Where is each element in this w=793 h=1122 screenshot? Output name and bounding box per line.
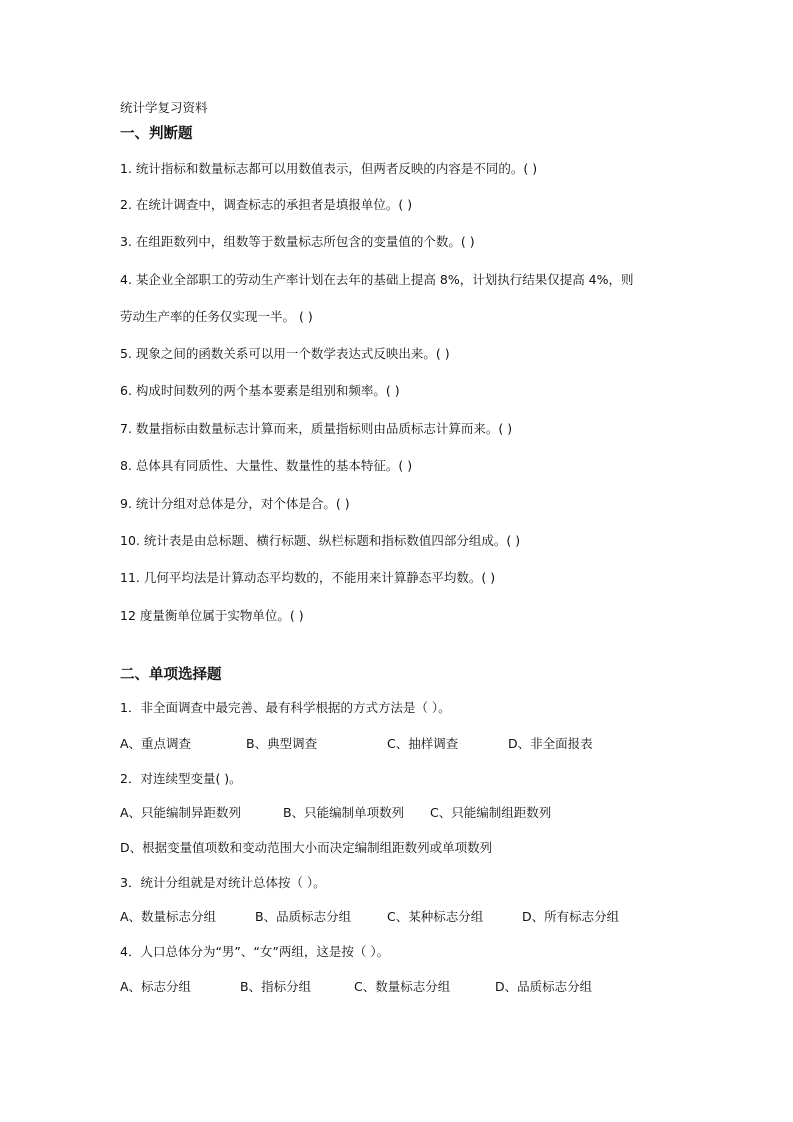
choice-option-2a: A、只能编制异距数列 xyxy=(120,805,242,820)
judgment-item-1: 1. 统计指标和数量标志都可以用数值表示，但两者反映的内容是不同的。( ) xyxy=(120,161,538,176)
judgment-item-11: 11. 几何平均法是计算动态平均数的，不能用来计算静态平均数。( ) xyxy=(120,570,496,585)
choice-option-4c: C、数量标志分组 xyxy=(354,979,451,994)
choice-option-4a: A、标志分组 xyxy=(120,979,192,994)
choice-option-4d: D、品质标志分组 xyxy=(495,979,593,994)
choice-question-3: 3．统计分组就是对统计总体按（ ）。 xyxy=(120,875,326,890)
judgment-item-2: 2. 在统计调查中，调查标志的承担者是填报单位。( ) xyxy=(120,197,413,212)
choice-question-2: 2．对连续型变量( )。 xyxy=(120,771,242,786)
choice-question-4: 4．人口总体分为“男”、“女”两组，这是按（ ）。 xyxy=(120,944,390,959)
judgment-item-6: 6. 构成时间数列的两个基本要素是组别和频率。( ) xyxy=(120,383,400,398)
section-title-true-false: 一、判断题 xyxy=(120,126,193,142)
judgment-item-3: 3. 在组距数列中，组数等于数量标志所包含的变量值的个数。( ) xyxy=(120,234,475,249)
choice-question-1: 1．非全面调查中最完善、最有科学根据的方式方法是（ ）。 xyxy=(120,700,451,715)
document-title: 统计学复习资料 xyxy=(120,100,208,115)
judgment-item-5: 5. 现象之间的函数关系可以用一个数学表达式反映出来。( ) xyxy=(120,346,450,361)
choice-option-1c: C、抽样调查 xyxy=(387,736,459,751)
choice-option-1d: D、非全面报表 xyxy=(508,736,593,751)
judgment-item-12: 12 度量衡单位属于实物单位。( ) xyxy=(120,608,304,623)
choice-option-4b: B、指标分组 xyxy=(240,979,312,994)
judgment-item-4-continued: 劳动生产率的任务仅实现一半。 ( ) xyxy=(120,309,313,324)
choice-option-2c: C、只能编制组距数列 xyxy=(430,805,552,820)
choice-option-3b: B、品质标志分组 xyxy=(255,909,352,924)
judgment-item-7: 7. 数量指标由数量标志计算而来，质量指标则由品质标志计算而来。( ) xyxy=(120,421,513,436)
judgment-item-10: 10. 统计表是由总标题、横行标题、纵栏标题和指标数值四部分组成。( ) xyxy=(120,533,521,548)
judgment-item-9: 9. 统计分组对总体是分，对个体是合。( ) xyxy=(120,496,350,511)
judgment-item-8: 8. 总体具有同质性、大量性、数量性的基本特征。( ) xyxy=(120,458,413,473)
choice-option-2d: D、根据变量值项数和变动范围大小而决定编制组距数列或单项数列 xyxy=(120,840,493,855)
choice-option-1a: A、重点调查 xyxy=(120,736,192,751)
choice-option-3a: A、数量标志分组 xyxy=(120,909,217,924)
section-title-single-choice: 二、单项选择题 xyxy=(120,667,222,683)
choice-option-2b: B、只能编制单项数列 xyxy=(283,805,405,820)
choice-option-3d: D、所有标志分组 xyxy=(522,909,620,924)
choice-option-1b: B、典型调查 xyxy=(246,736,318,751)
choice-option-3c: C、某种标志分组 xyxy=(387,909,484,924)
judgment-item-4: 4. 某企业全部职工的劳动生产率计划在去年的基础上提高 8%，计划执行结果仅提高 4%，则 xyxy=(120,272,634,287)
